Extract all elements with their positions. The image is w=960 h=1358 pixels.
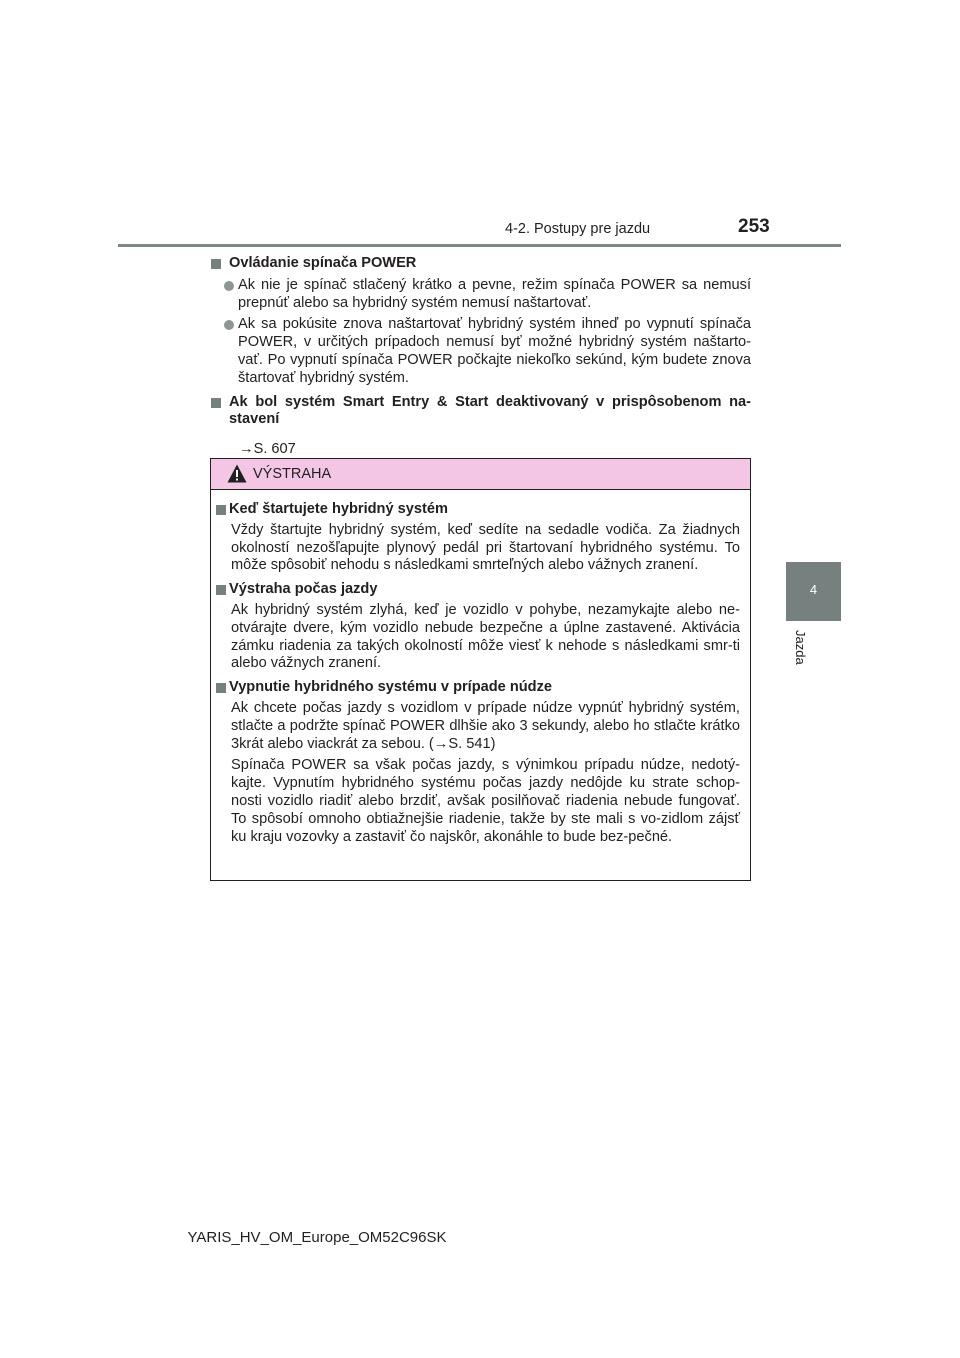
- chapter-tab: [786, 562, 841, 621]
- warning-item-heading: [216, 581, 740, 599]
- page-number: 253: [738, 216, 770, 237]
- warning-body: [211, 490, 750, 846]
- square-bullet-icon: [216, 585, 226, 595]
- list-item-text: Ak nie je spínač stlačený krátko a pevne, režim spínača POWER sa nemusí prepnúť alebo sa hybridný systém nemusí naštartovať.: [238, 276, 751, 311]
- square-bullet-icon: [216, 683, 226, 693]
- circle-bullet-icon: [224, 281, 234, 291]
- list-item: [211, 277, 751, 313]
- list-item-text: Ak sa pokúsite znova naštartovať hybridný systém ihneď po vypnutí spínača POWER, v určitých prípadoch nemusí byť možné hybridný systém naštarto-vať. Po vypnutí spínača POWER počkajte niekoľko sekúnd, kým budete znova štartovať hybridný systém.: [238, 316, 751, 386]
- circle-bullet-icon: [224, 320, 234, 330]
- warning-box: [210, 458, 751, 881]
- section-smart-entry: [211, 394, 751, 459]
- warning-item-heading-text: Keď štartujete hybridný systém: [229, 501, 448, 517]
- chapter-tab-label: Jazda: [793, 630, 808, 665]
- main-content: [211, 255, 751, 459]
- warning-item: [216, 679, 740, 846]
- section-heading-text: Ak bol systém Smart Entry & Start deaktivovaný v prispôsobenom na-stavení: [229, 393, 751, 428]
- section-heading: [211, 394, 751, 430]
- square-bullet-icon: [211, 259, 221, 269]
- warning-paragraph: Ak hybridný systém zlyhá, keď je vozidlo v pohybe, nezamykajte alebo ne-otvárajte dvere, kým vozidlo nebude bezpečne a úplne zastavené. Aktivácia zámku riadenia za takých okolností môže viesť k nehode s následkami smr-ti alebo vážnych zranení.: [231, 601, 740, 672]
- warning-item: [216, 581, 740, 673]
- warning-paragraph: Spínača POWER sa však počas jazdy, s výnimkou prípadu núdze, nedotý-kajte. Vypnutím hybridného systému počas jazdy nedôjde ku strate schop-nosti vozidlo riadiť alebo brzdiť, avšak posilňovač riadenia nebude fungovať. To spôsobí omnoho obtiažnejšie riadenie, takže by ste mali s vo-zidlom zájsť ku kraju vozovky a zastaviť čo najskôr, akonáhle to bude bez-pečné.: [231, 757, 740, 845]
- document-code: YARIS_HV_OM_Europe_OM52C96SK: [187, 1229, 447, 1246]
- warning-item-heading: [216, 679, 740, 697]
- chapter-tab-number: 4: [809, 582, 818, 597]
- list-item: [211, 316, 751, 387]
- square-bullet-icon: [211, 398, 221, 408]
- header-rule: [118, 244, 841, 247]
- square-bullet-icon: [216, 505, 226, 515]
- warning-item-heading-text: Vypnutie hybridného systému v prípade núdze: [229, 679, 553, 696]
- warning-item-heading-text: Výstraha počas jazdy: [229, 581, 378, 598]
- section-power-switch: [211, 255, 751, 388]
- footer: [0, 1229, 960, 1246]
- warning-item: [216, 501, 740, 575]
- section-heading: [211, 255, 751, 273]
- warning-triangle-icon: [227, 464, 247, 488]
- header-section-title: 4-2. Postupy pre jazdu: [505, 221, 651, 237]
- section-heading-text: Ovládanie spínača POWER: [229, 255, 417, 271]
- page-reference-link[interactable]: →S. 607: [239, 441, 296, 458]
- warning-paragraph: Ak chcete počas jazdy s vozidlom v prípade núdze vypnúť hybridný systém, stlačte a podržte spínač POWER dlhšie ako 3 sekundy, alebo ho stlačte krátko 3krát alebo viackrát za sebou. (→S. 541): [231, 699, 740, 752]
- warning-title: VÝSTRAHA: [253, 466, 332, 482]
- warning-item-heading: [216, 501, 740, 519]
- warning-header: [211, 459, 750, 490]
- warning-paragraph: Vždy štartujte hybridný systém, keď sedíte na sedadle vodiča. Za žiadnych okolností nezošľapujte plynový pedál pri štartovaní hybridného systému. To môže spôsobiť nehodu s následkami smrteľných alebo vážnych zranení.: [231, 521, 740, 574]
